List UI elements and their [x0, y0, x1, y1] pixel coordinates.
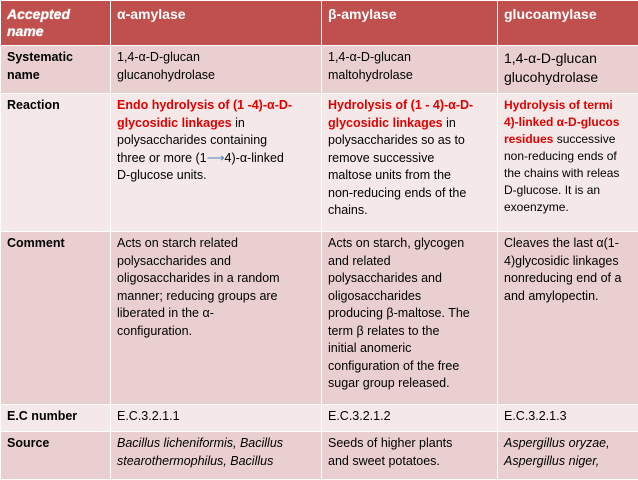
cell-beta: 1,4-α-D-glucan maltohydrolase — [322, 46, 498, 94]
cell-alpha: Acts on starch related polysaccharides and oligosaccharides in a random manner; reducing groups are liberated in the α- configuration. — [111, 232, 322, 405]
cell-alpha: Endo hydrolysis of (1 -4)-α-D- glycosidic linkages in polysaccharides containing three or more (1⟶4)-α-linked D-glucose units. — [111, 94, 322, 232]
cell-gluco: Hydrolysis of termi 4)-linked α-D-glucos residues successive non-reducing ends of the chains with releas D-glucose. It is an exoenzyme. — [498, 94, 638, 232]
header-row — [1, 1, 638, 46]
cell-gluco: 1,4-α-D-glucan glucohydrolase — [498, 46, 638, 94]
row-comment — [1, 232, 638, 405]
row-ec-number — [1, 405, 638, 432]
row-reaction — [1, 94, 638, 232]
cell-alpha: Bacillus licheniformis, Bacillus stearothermophilus, Bacillus — [111, 432, 322, 480]
row-source — [1, 432, 638, 480]
cell-beta: Seeds of higher plants and sweet potatoes. — [322, 432, 498, 480]
header-beta-amylase: β-amylase — [322, 1, 498, 46]
cell-beta: Hydrolysis of (1 - 4)-α-D- glycosidic linkages in polysaccharides so as to remove successive maltose units from the non-reducing ends of the chains. — [322, 94, 498, 232]
row-systematic-name — [1, 46, 638, 94]
row-label: Source — [1, 432, 111, 480]
row-label: Systematic name — [1, 46, 111, 94]
arrow-icon: ⟶ — [207, 151, 225, 165]
cell-beta: E.C.3.2.1.2 — [322, 405, 498, 432]
cell-alpha: E.C.3.2.1.1 — [111, 405, 322, 432]
cell-beta: Acts on starch, glycogen and related polysaccharides and oligosaccharides producing β-maltose. The term β relates to the initial anomeric configuration of the free sugar group released. — [322, 232, 498, 405]
row-label: Comment — [1, 232, 111, 405]
row-label: Reaction — [1, 94, 111, 232]
header-accepted-name: Accepted name — [1, 1, 111, 46]
cell-gluco: Aspergillus oryzae, Aspergillus niger, — [498, 432, 638, 480]
header-alpha-amylase: α-amylase — [111, 1, 322, 46]
header-glucoamylase: glucoamylase — [498, 1, 638, 46]
cell-gluco: Cleaves the last α(1- 4)glycosidic linkages nonreducing end of a and amylopectin. — [498, 232, 638, 405]
row-label: E.C number — [1, 405, 111, 432]
cell-alpha: 1,4-α-D-glucan glucanohydrolase — [111, 46, 322, 94]
cell-gluco: E.C.3.2.1.3 — [498, 405, 638, 432]
